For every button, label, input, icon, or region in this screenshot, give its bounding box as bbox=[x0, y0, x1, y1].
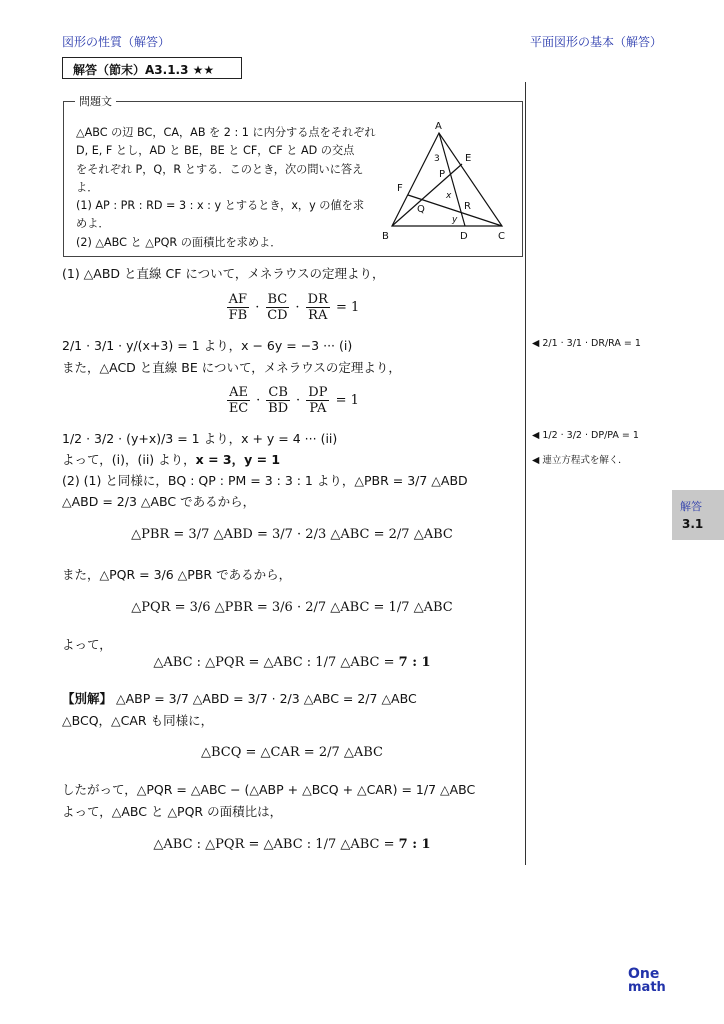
solution-line bbox=[62, 450, 280, 468]
section-title: 解答（節末）A3.1.3 ★★ bbox=[62, 57, 242, 79]
fraction-num: DP bbox=[308, 385, 328, 400]
fraction-den: RA bbox=[308, 308, 328, 323]
problem-line: (2) △ABC と △PQR の面積比を求めよ． bbox=[76, 235, 282, 249]
side-note: ◀ 1/2 · 3/2 · DP/PA = 1 bbox=[532, 430, 639, 441]
equation bbox=[62, 837, 522, 852]
problem-line: △ABC の辺 BC，CA，AB を 2 : 1 に内分する点をそれぞれ bbox=[76, 126, 376, 139]
chapter-tab bbox=[672, 490, 724, 540]
fraction-den: BD bbox=[268, 401, 289, 416]
side-note: ◀ 連立方程式を解く． bbox=[532, 455, 628, 466]
problem-line: (1) AP : PR : RD = 3 : x : y とするとき，x，y の値を求 bbox=[76, 199, 365, 213]
fraction-num: DR bbox=[307, 292, 328, 307]
label-p: P bbox=[439, 169, 446, 180]
solution-line bbox=[62, 689, 417, 707]
solution-line: したがって，△PQR = △ABC − (△ABP + △BCQ + △CAR) = 1/7 △ABC bbox=[62, 782, 476, 797]
answer-3: 7 : 1 bbox=[398, 837, 431, 852]
label-c: C bbox=[498, 231, 505, 242]
solution-line: 2/1 · 3/1 · y/(x+3) = 1 より，x − 6y = −3 ··· (i) bbox=[62, 338, 353, 353]
fraction-den: FB bbox=[228, 308, 248, 323]
equation: △PBR = 3/7 △ABD = 3/7 · 2/3 △ABC = 2/7 △ABC bbox=[131, 527, 453, 542]
equation: △PQR = 3/6 △PBR = 3/6 · 2/7 △ABC = 1/7 △ABC bbox=[131, 600, 453, 615]
label-r: R bbox=[464, 201, 471, 212]
label-a: A bbox=[435, 121, 442, 132]
text: △ABC : △PQR = △ABC : 1/7 △ABC = bbox=[153, 837, 399, 852]
margin-divider bbox=[525, 82, 526, 865]
label-b: B bbox=[382, 231, 389, 242]
solution-line: よって， bbox=[62, 637, 112, 652]
fraction-num: AF bbox=[228, 292, 248, 307]
solution-line: 1/2 · 3/2 · (y+x)/3 = 1 より，x + y = 4 ··· (ii) bbox=[62, 431, 338, 446]
equation-menelaus-1: $\frac{AF}{FB}$ · $\frac{BC}{CD}$ · $\frac{DR}{RA}$ = 1 bbox=[228, 292, 360, 323]
chapter-tab-number: 3.1 bbox=[682, 517, 704, 531]
fraction-den: CD bbox=[267, 308, 288, 323]
answer-1: x = 3，y = 1 bbox=[195, 452, 281, 467]
equation bbox=[62, 655, 522, 670]
problem-line: D, E, F とし，AD と BE，BE と CF，CF と AD の交点 bbox=[76, 144, 355, 158]
answer-2: 7 : 1 bbox=[398, 655, 431, 670]
label-x: x bbox=[446, 191, 452, 201]
fraction-den: PA bbox=[309, 401, 327, 416]
equation-rhs: = 1 bbox=[335, 393, 359, 408]
solution-line: △BCQ，△CAR も同様に， bbox=[62, 713, 214, 728]
solution-line: また，△PQR = 3/6 △PBR であるから， bbox=[62, 567, 292, 582]
fraction-den: EC bbox=[228, 401, 249, 416]
solution-line: よって，△ABC と △PQR の面積比は， bbox=[62, 804, 283, 819]
label-d: D bbox=[460, 231, 468, 242]
equation: △BCQ = △CAR = 2/7 △ABC bbox=[200, 745, 383, 760]
equation-menelaus-2: $\frac{AE}{EC}$ · $\frac{CB}{BD}$ · $\frac{DP}{PA}$ = 1 bbox=[228, 385, 359, 416]
onemath-logo bbox=[628, 968, 678, 994]
label-f: F bbox=[397, 183, 403, 194]
fraction-num: CB bbox=[268, 385, 288, 400]
alt-solution-label: 【別解】 bbox=[62, 691, 113, 706]
text: △ABC : △PQR = △ABC : 1/7 △ABC = bbox=[153, 655, 399, 670]
fraction-num: BC bbox=[267, 292, 288, 307]
header-right: 平面図形の基本（解答） bbox=[530, 35, 663, 49]
label-q: Q bbox=[417, 204, 425, 215]
chapter-tab-label: 解答 bbox=[680, 500, 702, 513]
solution-line: (1) △ABD と直線 CF について，メネラウスの定理より， bbox=[62, 266, 385, 281]
problem-label: 問題文 bbox=[75, 93, 116, 109]
label-y: y bbox=[452, 215, 458, 225]
text: △ABP = 3/7 △ABD = 3/7 · 2/3 △ABC = 2/7 △ABC bbox=[112, 691, 417, 706]
label-3: 3 bbox=[434, 154, 440, 164]
equation-rhs: = 1 bbox=[336, 300, 360, 315]
header-left: 図形の性質（解答） bbox=[62, 35, 171, 49]
side-note: ◀ 2/1 · 3/1 · DR/RA = 1 bbox=[532, 338, 641, 349]
solution-line: △ABD = 2/3 △ABC であるから， bbox=[62, 494, 256, 509]
label-e: E bbox=[465, 153, 472, 164]
problem-text bbox=[76, 124, 382, 252]
logo-line-1: One bbox=[628, 966, 660, 982]
fraction-num: AE bbox=[229, 385, 248, 400]
text: よって，(i)，(ii) より， bbox=[62, 452, 196, 467]
problem-line: めよ． bbox=[76, 217, 110, 231]
solution-line: また，△ACD と直線 BE について，メネラウスの定理より， bbox=[62, 360, 401, 375]
problem-line: をそれぞれ P，Q，R とする．このとき，次の問いに答えよ． bbox=[76, 162, 364, 194]
solution-line: (2) (1) と同様に，BQ : QP : PM = 3 : 3 : 1 より，△PBR = 3/7 △ABD bbox=[62, 473, 468, 488]
triangle-figure bbox=[380, 118, 520, 244]
logo-line-2: math bbox=[628, 980, 666, 995]
